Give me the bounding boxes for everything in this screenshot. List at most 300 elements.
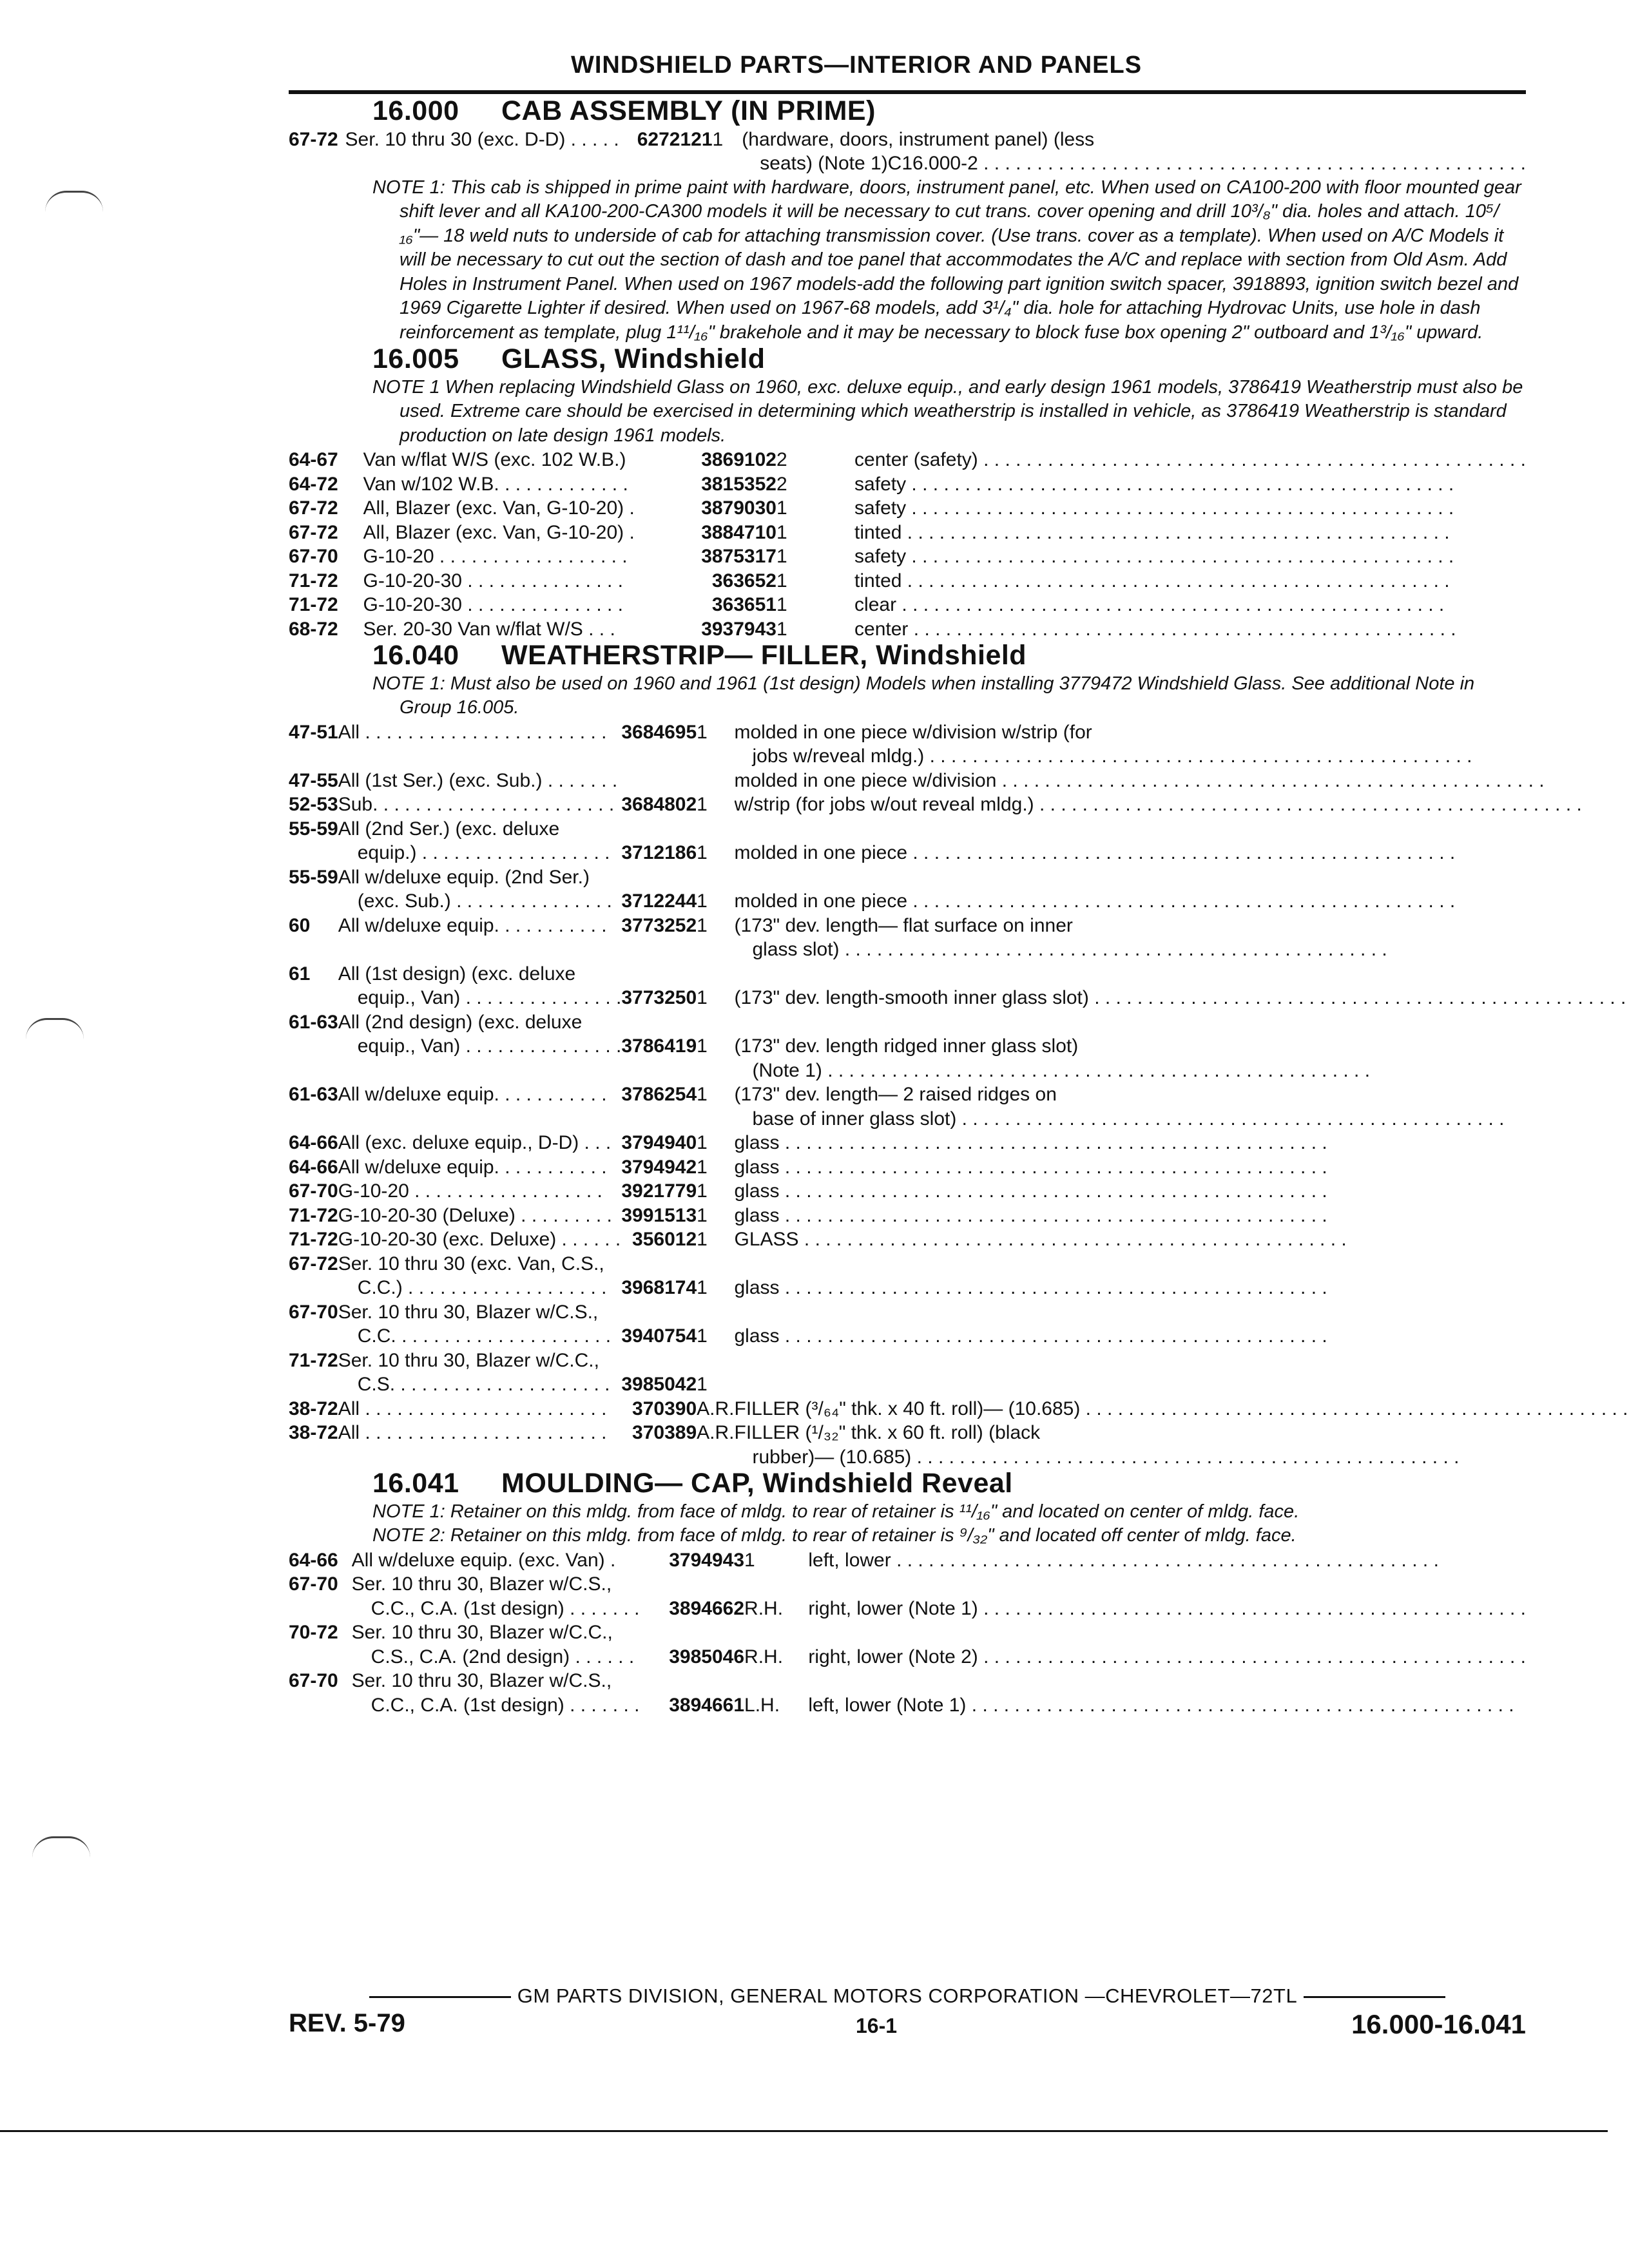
- part-number-value: 3921779: [621, 1180, 697, 1202]
- application-line: G-10-20-30 . . . . . . . . . . . . . . .: [363, 570, 623, 591]
- description: [808, 1548, 1526, 1573]
- application-line: All, Blazer (exc. Van, G-10-20) .: [363, 497, 635, 519]
- description: [735, 1252, 1629, 1300]
- table-row: [289, 1131, 1629, 1155]
- table-row: [289, 1155, 1629, 1180]
- application-line: G-10-20 . . . . . . . . . . . . . . . . . .: [338, 1180, 602, 1202]
- model-years: 71-72: [289, 570, 338, 591]
- application-line: Ser. 10 thru 30, Blazer w/C.C.,: [338, 1349, 599, 1371]
- footer-publisher: GM PARTS DIVISION, GENERAL MOTORS CORPORATION —CHEVROLET—72TL: [517, 1984, 1298, 2007]
- model-years: 67-72: [289, 128, 338, 150]
- application-line: All w/deluxe equip. . . . . . . . . . .: [338, 914, 607, 936]
- description-line: molded in one piece w/division . . .: [735, 769, 1629, 793]
- description: [808, 1669, 1526, 1717]
- description-line: safety . . .: [854, 496, 1526, 521]
- model-years: 67-70: [289, 546, 338, 567]
- description-line: tinted . . .: [854, 521, 1526, 545]
- section-number: 16.005: [372, 343, 459, 374]
- model-years: 61-63: [289, 1011, 338, 1033]
- quantity: [697, 1300, 734, 1349]
- model-years: 71-72: [289, 1229, 338, 1250]
- description-line: w/strip (for jobs w/out reveal mldg.) . . .: [735, 793, 1629, 817]
- revision-label: REV. 5-79: [289, 2009, 405, 2037]
- application: [338, 793, 622, 817]
- quantity-value: 1: [697, 1035, 708, 1057]
- application-line: All (1st Ser.) (exc. Sub.) . . . . . . .: [338, 769, 618, 791]
- part-number: [621, 1155, 697, 1180]
- application-line: C.C., C.A. (1st design) . . . . . . .: [371, 1597, 640, 1619]
- quantity-value: 1: [776, 546, 787, 567]
- application-line: Ser. 10 thru 30 (exc. D-D) . . . . .: [345, 128, 619, 150]
- application-line: G-10-20-30 (Deluxe) . . . . . . . . .: [338, 1204, 612, 1226]
- model-years: 71-72: [289, 594, 338, 615]
- part-number-value: 3712244: [621, 890, 697, 912]
- description-line: glass . . .: [735, 1179, 1629, 1204]
- application-line: Van w/flat W/S (exc. 102 W.B.): [363, 449, 626, 470]
- application: [338, 1131, 622, 1155]
- application-line: All w/deluxe equip. (2nd Ser.): [338, 866, 590, 888]
- part-number-value: 3773250: [621, 987, 697, 1008]
- model-years: 52-53: [289, 794, 338, 815]
- table-row: [289, 1300, 1629, 1349]
- table-row: [289, 128, 1526, 176]
- section-number: 16.040: [372, 640, 459, 671]
- application: [363, 544, 700, 569]
- application: [338, 1252, 622, 1300]
- description-line: glass . . .: [735, 1155, 1629, 1180]
- quantity: [744, 1669, 798, 1717]
- description-line: molded in one piece . . .: [735, 841, 1629, 865]
- table-row: [289, 914, 1629, 962]
- application: [363, 593, 700, 617]
- description-line: glass . . .: [735, 1324, 1629, 1349]
- model-years: 61-63: [289, 1084, 338, 1105]
- table-row: [289, 865, 1629, 914]
- quantity: [697, 962, 734, 1010]
- application: [338, 1204, 622, 1228]
- quantity-value: 1: [697, 1180, 708, 1202]
- description-line: glass slot) . . .: [735, 937, 1629, 962]
- quantity-value: 1: [697, 1374, 708, 1395]
- application: [363, 569, 700, 593]
- quantity: [697, 1082, 734, 1131]
- part-number-value: 3794940: [621, 1132, 697, 1153]
- part-number-value: 3786419: [621, 1035, 697, 1057]
- quantity: [697, 769, 734, 793]
- model-years: 67-70: [289, 1180, 338, 1202]
- quantity-value: 1: [697, 842, 708, 863]
- description-line: rubber)— (10.685) . . .: [735, 1445, 1629, 1470]
- application: [338, 817, 622, 865]
- model-years: 64-72: [289, 473, 338, 495]
- description: [735, 1010, 1629, 1083]
- model-years: 64-66: [289, 1132, 338, 1153]
- section-range: 16.000-16.041: [1351, 2009, 1526, 2039]
- description-line: [735, 1349, 1629, 1373]
- table-row: [289, 1421, 1629, 1469]
- application-line: equip., Van) . . . . . . . . . . . . . . .: [357, 1035, 622, 1057]
- description-line: base of inner glass slot) . . .: [735, 1107, 1629, 1131]
- description-line: [735, 1372, 1629, 1397]
- part-number: [621, 1131, 697, 1155]
- spacer: [836, 521, 854, 545]
- application: [338, 1421, 622, 1469]
- part-number-value: 3894662: [669, 1597, 745, 1619]
- application-line: All . . . . . . . . . . . . . . . . . . . . . . .: [338, 721, 607, 743]
- table-row: [289, 769, 1629, 793]
- application: [363, 521, 700, 545]
- application-line: All (2nd design) (exc. deluxe: [338, 1011, 583, 1033]
- description-line: (173" dev. length— 2 raised ridges on: [734, 1084, 1057, 1105]
- description: [735, 1179, 1629, 1204]
- description: [735, 1421, 1629, 1469]
- part-number: [700, 544, 776, 569]
- description: [808, 1620, 1526, 1669]
- binder-hole-mark: [32, 1836, 90, 1858]
- model-years: 71-72: [289, 1349, 338, 1371]
- application-line: Ser. 10 thru 30, Blazer w/C.S.,: [338, 1301, 599, 1323]
- description-line: left, lower (Note 1) . . .: [808, 1693, 1526, 1718]
- quantity: [697, 1155, 734, 1180]
- description-line: [735, 962, 1629, 986]
- part-number-value: 3815352: [701, 473, 776, 495]
- table-row: [289, 569, 1526, 593]
- quantity: [697, 793, 734, 817]
- part-number: [621, 1204, 697, 1228]
- note-text: NOTE 2: Retainer on this mldg. from face of mldg. to rear of retainer is ⁹/₃₂" and located off center of mldg. face.: [372, 1525, 1296, 1546]
- quantity-value: 1: [776, 618, 787, 640]
- description-line: [735, 817, 1629, 841]
- description-line: clear . . .: [854, 593, 1526, 617]
- quantity-value: 1: [776, 594, 787, 615]
- description: [735, 865, 1629, 914]
- description: [735, 1155, 1629, 1180]
- part-number-value: 3712186: [621, 842, 697, 863]
- description: [854, 472, 1526, 497]
- quantity: [697, 1349, 734, 1397]
- description: [735, 962, 1629, 1010]
- application-line: All w/deluxe equip. . . . . . . . . . .: [338, 1084, 607, 1105]
- application-line: C.C., C.A. (1st design) . . . . . . .: [371, 1694, 640, 1716]
- application: [338, 1349, 622, 1397]
- model-years: 38-72: [289, 1398, 338, 1419]
- table-row: [289, 793, 1629, 817]
- description: [735, 1082, 1629, 1131]
- application-line: All w/deluxe equip. . . . . . . . . . .: [338, 1156, 607, 1178]
- quantity-value: A.R.: [697, 1422, 735, 1443]
- description-line: molded in one piece . . .: [735, 889, 1629, 914]
- model-years: 47-55: [289, 769, 338, 791]
- description: [735, 914, 1629, 962]
- part-number-value: 3985042: [621, 1374, 697, 1395]
- quantity: [776, 569, 836, 593]
- part-number: [621, 1179, 697, 1204]
- application-line: C.S., C.A. (2nd design) . . . . . .: [371, 1646, 635, 1667]
- part-number-value: 3879030: [701, 497, 776, 519]
- part-number: [637, 128, 712, 176]
- application-line: (exc. Sub.) . . . . . . . . . . . . . . .: [357, 890, 612, 912]
- footer-publisher-line: [289, 1984, 1526, 2008]
- section-note: [372, 1524, 1526, 1548]
- table-row: [289, 1227, 1629, 1252]
- parts-table: [289, 1548, 1526, 1718]
- application-line: Ser. 20-30 Van w/flat W/S . . .: [363, 618, 615, 640]
- application: [338, 1155, 622, 1180]
- part-number: [621, 720, 697, 769]
- model-years: 67-72: [289, 497, 338, 519]
- description: [854, 544, 1526, 569]
- part-number-value: 3773252: [621, 914, 697, 936]
- part-number: [621, 1082, 697, 1131]
- page-title: WINDSHIELD PARTS—INTERIOR AND PANELS: [571, 52, 1142, 79]
- application: [363, 617, 700, 642]
- model-years: 67-72: [289, 1253, 338, 1274]
- quantity-value: 1: [697, 1156, 708, 1178]
- quantity-value: 1: [697, 890, 708, 912]
- quantity-value: 1: [697, 1132, 708, 1153]
- table-row: [289, 1349, 1629, 1397]
- model-years: 55-59: [289, 818, 338, 840]
- part-number: [621, 1300, 697, 1349]
- quantity: [697, 1252, 734, 1300]
- footer-rule-right: [1304, 1996, 1445, 1998]
- quantity-value: 1: [697, 721, 708, 743]
- description-line: FILLER (³/₆₄" thk. x 40 ft. roll)— (10.685) . . .: [735, 1397, 1629, 1421]
- model-years: 64-66: [289, 1156, 338, 1178]
- part-number: [700, 496, 776, 521]
- description: [735, 1397, 1629, 1421]
- header-rule: [289, 90, 1526, 94]
- application-line: Van w/102 W.B. . . . . . . . . . . . .: [363, 473, 628, 495]
- part-number-value: 3991513: [621, 1204, 697, 1226]
- quantity-value: 1: [697, 1084, 708, 1105]
- spacer: [798, 1620, 809, 1669]
- application: [338, 1179, 622, 1204]
- description: [735, 1349, 1629, 1397]
- part-number: [621, 1421, 697, 1469]
- quantity: [776, 593, 836, 617]
- description-line: [808, 1572, 1526, 1597]
- application-line: Ser. 10 thru 30 (exc. Van, C.S.,: [338, 1253, 604, 1274]
- note-text: NOTE 1: This cab is shipped in prime paint with hardware, doors, instrument panel, etc. When used on CA100-200 with floor mounted gear shift lever and all KA100-200-CA300 models it will be necessary to cut trans. cover opening and drill 10³/₈" dia. holes and attach. 10⁵/₁₆"— 18 weld nuts to underside of cab for attaching transmission cover. (Use trans. cover as a template). When used on A/C Models it will be necessary to cut out the section of dash and toe panel that accommodates the A/C and replace with section from Old Asm. Add Holes in Instrument Panel. When used on 1967 models-add the following part ignition switch spacer, 3918893, ignition switch bezel and 1969 Cigarette Lighter if desired. When used on 1967-68 models, add 3¹/₄" dia. hole for attaching Hydrovac Units, use hole in dash reinforcement as template, plug 1¹¹/₁₆" brakehole and it may be necessary to block fuse box opening 2" outboard and 1³/₁₆" upward.: [372, 177, 1521, 343]
- table-row: [289, 1204, 1629, 1228]
- section-title-text: GLASS, Windshield: [501, 343, 766, 374]
- model-years: 55-59: [289, 866, 338, 888]
- quantity: [697, 1204, 734, 1228]
- description: [854, 496, 1526, 521]
- section-note: [372, 176, 1526, 345]
- application-line: Ser. 10 thru 30, Blazer w/C.S.,: [351, 1670, 612, 1691]
- quantity: [697, 1227, 734, 1252]
- application: [338, 962, 622, 1010]
- application: [363, 472, 700, 497]
- description-line: center (safety) . . .: [854, 448, 1526, 472]
- part-number-value: 3875317: [701, 546, 776, 567]
- description-line: [808, 1620, 1526, 1645]
- description-line: [735, 865, 1629, 890]
- page-number: 16-1: [856, 2014, 898, 2037]
- quantity: [744, 1548, 798, 1573]
- description-line: FILLER (¹/₃₂" thk. x 60 ft. roll) (black: [734, 1422, 1041, 1443]
- table-row: [289, 593, 1526, 617]
- part-number-value: 3684802: [621, 794, 697, 815]
- table-row: [289, 521, 1526, 545]
- model-years: 61: [289, 963, 311, 985]
- description: [854, 521, 1526, 545]
- table-row: [289, 1010, 1629, 1083]
- model-years: 68-72: [289, 618, 338, 640]
- application-line: All, Blazer (exc. Van, G-10-20) .: [363, 521, 635, 543]
- quantity-value: 1: [697, 1204, 708, 1226]
- quantity-value: 1: [697, 987, 708, 1008]
- part-number: [668, 1669, 744, 1717]
- application: [338, 1010, 622, 1083]
- application-line: C.C. . . . . . . . . . . . . . . . . . . . .: [357, 1325, 612, 1347]
- part-number: [621, 817, 697, 865]
- quantity: [697, 865, 734, 914]
- application-line: Ser. 10 thru 30, Blazer w/C.C.,: [351, 1622, 613, 1643]
- spacer: [798, 1548, 809, 1573]
- model-years: 67-70: [289, 1301, 338, 1323]
- description-line: right, lower (Note 2) . . .: [808, 1645, 1526, 1669]
- part-number-value: 3684695: [621, 721, 697, 743]
- table-row: [289, 472, 1526, 497]
- description: [735, 793, 1629, 817]
- quantity-value: 1: [744, 1549, 755, 1571]
- quantity-value: 1: [697, 794, 708, 815]
- quantity: [776, 472, 836, 497]
- table-row: [289, 496, 1526, 521]
- application: [352, 1669, 668, 1717]
- section-note: [372, 376, 1526, 448]
- model-years: 67-70: [289, 1670, 338, 1691]
- quantity: [697, 1131, 734, 1155]
- table-row: [289, 1179, 1629, 1204]
- table-row: [289, 1397, 1629, 1421]
- spacer: [836, 472, 854, 497]
- note-text: NOTE 1: Must also be used on 1960 and 1961 (1st design) Models when installing 3779472 Windshield Glass. See additional Note in Group 16.005.: [372, 673, 1475, 718]
- application: [363, 496, 700, 521]
- application-line: Sub. . . . . . . . . . . . . . . . . . . . . . .: [338, 794, 615, 815]
- application: [338, 865, 622, 914]
- part-number-value: 6272121: [637, 128, 713, 150]
- application-line: All . . . . . . . . . . . . . . . . . . . . . . .: [338, 1422, 607, 1443]
- quantity-value: 1: [776, 521, 787, 543]
- description-line: (hardware, doors, instrument panel) (less: [742, 128, 1095, 150]
- part-number: [668, 1572, 744, 1620]
- application: [338, 720, 622, 769]
- part-number-value: 3869102: [701, 449, 776, 470]
- part-number: [621, 1349, 697, 1397]
- quantity: [697, 1421, 734, 1469]
- description-line: center . . .: [854, 617, 1526, 642]
- spacer: [798, 1572, 809, 1620]
- table-row: [289, 1082, 1629, 1131]
- application: [338, 1397, 622, 1421]
- part-number: [700, 617, 776, 642]
- application-line: All (2nd Ser.) (exc. deluxe: [338, 818, 560, 840]
- table-row: [289, 720, 1629, 769]
- part-number-value: 370390: [632, 1398, 697, 1419]
- quantity: [697, 1179, 734, 1204]
- section-heading: [372, 640, 1526, 671]
- part-number: [621, 1010, 697, 1083]
- section-title-text: MOULDING— CAP, Windshield Reveal: [501, 1468, 1013, 1499]
- quantity-value: R.H.: [744, 1597, 784, 1619]
- quantity-value: 1: [712, 128, 724, 150]
- quantity: [744, 1572, 798, 1620]
- spacer: [836, 496, 854, 521]
- part-number: [700, 448, 776, 472]
- application-line: Ser. 10 thru 30, Blazer w/C.S.,: [351, 1573, 612, 1595]
- description-line: tinted . . .: [854, 569, 1526, 593]
- application-line: All (exc. deluxe equip., D-D) . . .: [338, 1132, 612, 1153]
- model-years: 70-72: [289, 1622, 338, 1643]
- description: [735, 1131, 1629, 1155]
- footer-rule-left: [369, 1996, 511, 1998]
- table-row: [289, 962, 1629, 1010]
- description-line: glass . . .: [735, 1204, 1629, 1228]
- description-line: [735, 1010, 1629, 1035]
- quantity: [776, 448, 836, 472]
- quantity-value: 1: [697, 1229, 708, 1250]
- description: [735, 720, 1629, 769]
- application-line: C.C.) . . . . . . . . . . . . . . . . . . .: [357, 1277, 607, 1298]
- part-number-value: 3940754: [621, 1325, 697, 1347]
- model-years: 67-70: [289, 1573, 338, 1595]
- model-years: 47-51: [289, 721, 338, 743]
- description-line: [735, 1252, 1629, 1276]
- quantity: [697, 1397, 734, 1421]
- part-number: [700, 521, 776, 545]
- quantity: [697, 1010, 734, 1083]
- footer: [289, 2009, 1526, 2041]
- application-line: All w/deluxe equip. (exc. Van) .: [351, 1549, 616, 1571]
- quantity-value: L.H.: [744, 1694, 780, 1716]
- part-number: [621, 914, 697, 962]
- application-line: All . . . . . . . . . . . . . . . . . . . . . . .: [338, 1398, 607, 1419]
- part-number-value: 370389: [632, 1422, 697, 1443]
- description: [735, 1227, 1629, 1252]
- scan-bottom-rule: [0, 2130, 1608, 2132]
- quantity-value: 2: [776, 473, 787, 495]
- application: [345, 128, 637, 176]
- part-number-value: 3794943: [669, 1549, 745, 1571]
- spacer: [836, 544, 854, 569]
- application: [352, 1548, 668, 1573]
- application: [338, 1300, 622, 1349]
- description-line: left, lower . . .: [808, 1548, 1526, 1573]
- quantity: [776, 521, 836, 545]
- parts-table: [289, 720, 1629, 1470]
- quantity: [697, 720, 734, 769]
- description-line: glass . . .: [735, 1131, 1629, 1155]
- section-number: 16.041: [372, 1468, 459, 1499]
- application: [338, 769, 622, 793]
- note-text: NOTE 1: Retainer on this mldg. from face of mldg. to rear of retainer is ¹¹/₁₆" and located on center of mldg. face.: [372, 1501, 1300, 1522]
- description: [854, 593, 1526, 617]
- part-number-value: 3985046: [669, 1646, 745, 1667]
- application-line: G-10-20-30 . . . . . . . . . . . . . . .: [363, 594, 623, 615]
- application: [338, 914, 622, 962]
- description-line: right, lower (Note 1) . . .: [808, 1597, 1526, 1621]
- parts-table: [289, 448, 1526, 641]
- table-row: [289, 817, 1629, 865]
- parts-content: [289, 97, 1526, 1717]
- spacer: [798, 1669, 809, 1717]
- section-title-text: WEATHERSTRIP— FILLER, Windshield: [501, 640, 1027, 671]
- spacer: [836, 569, 854, 593]
